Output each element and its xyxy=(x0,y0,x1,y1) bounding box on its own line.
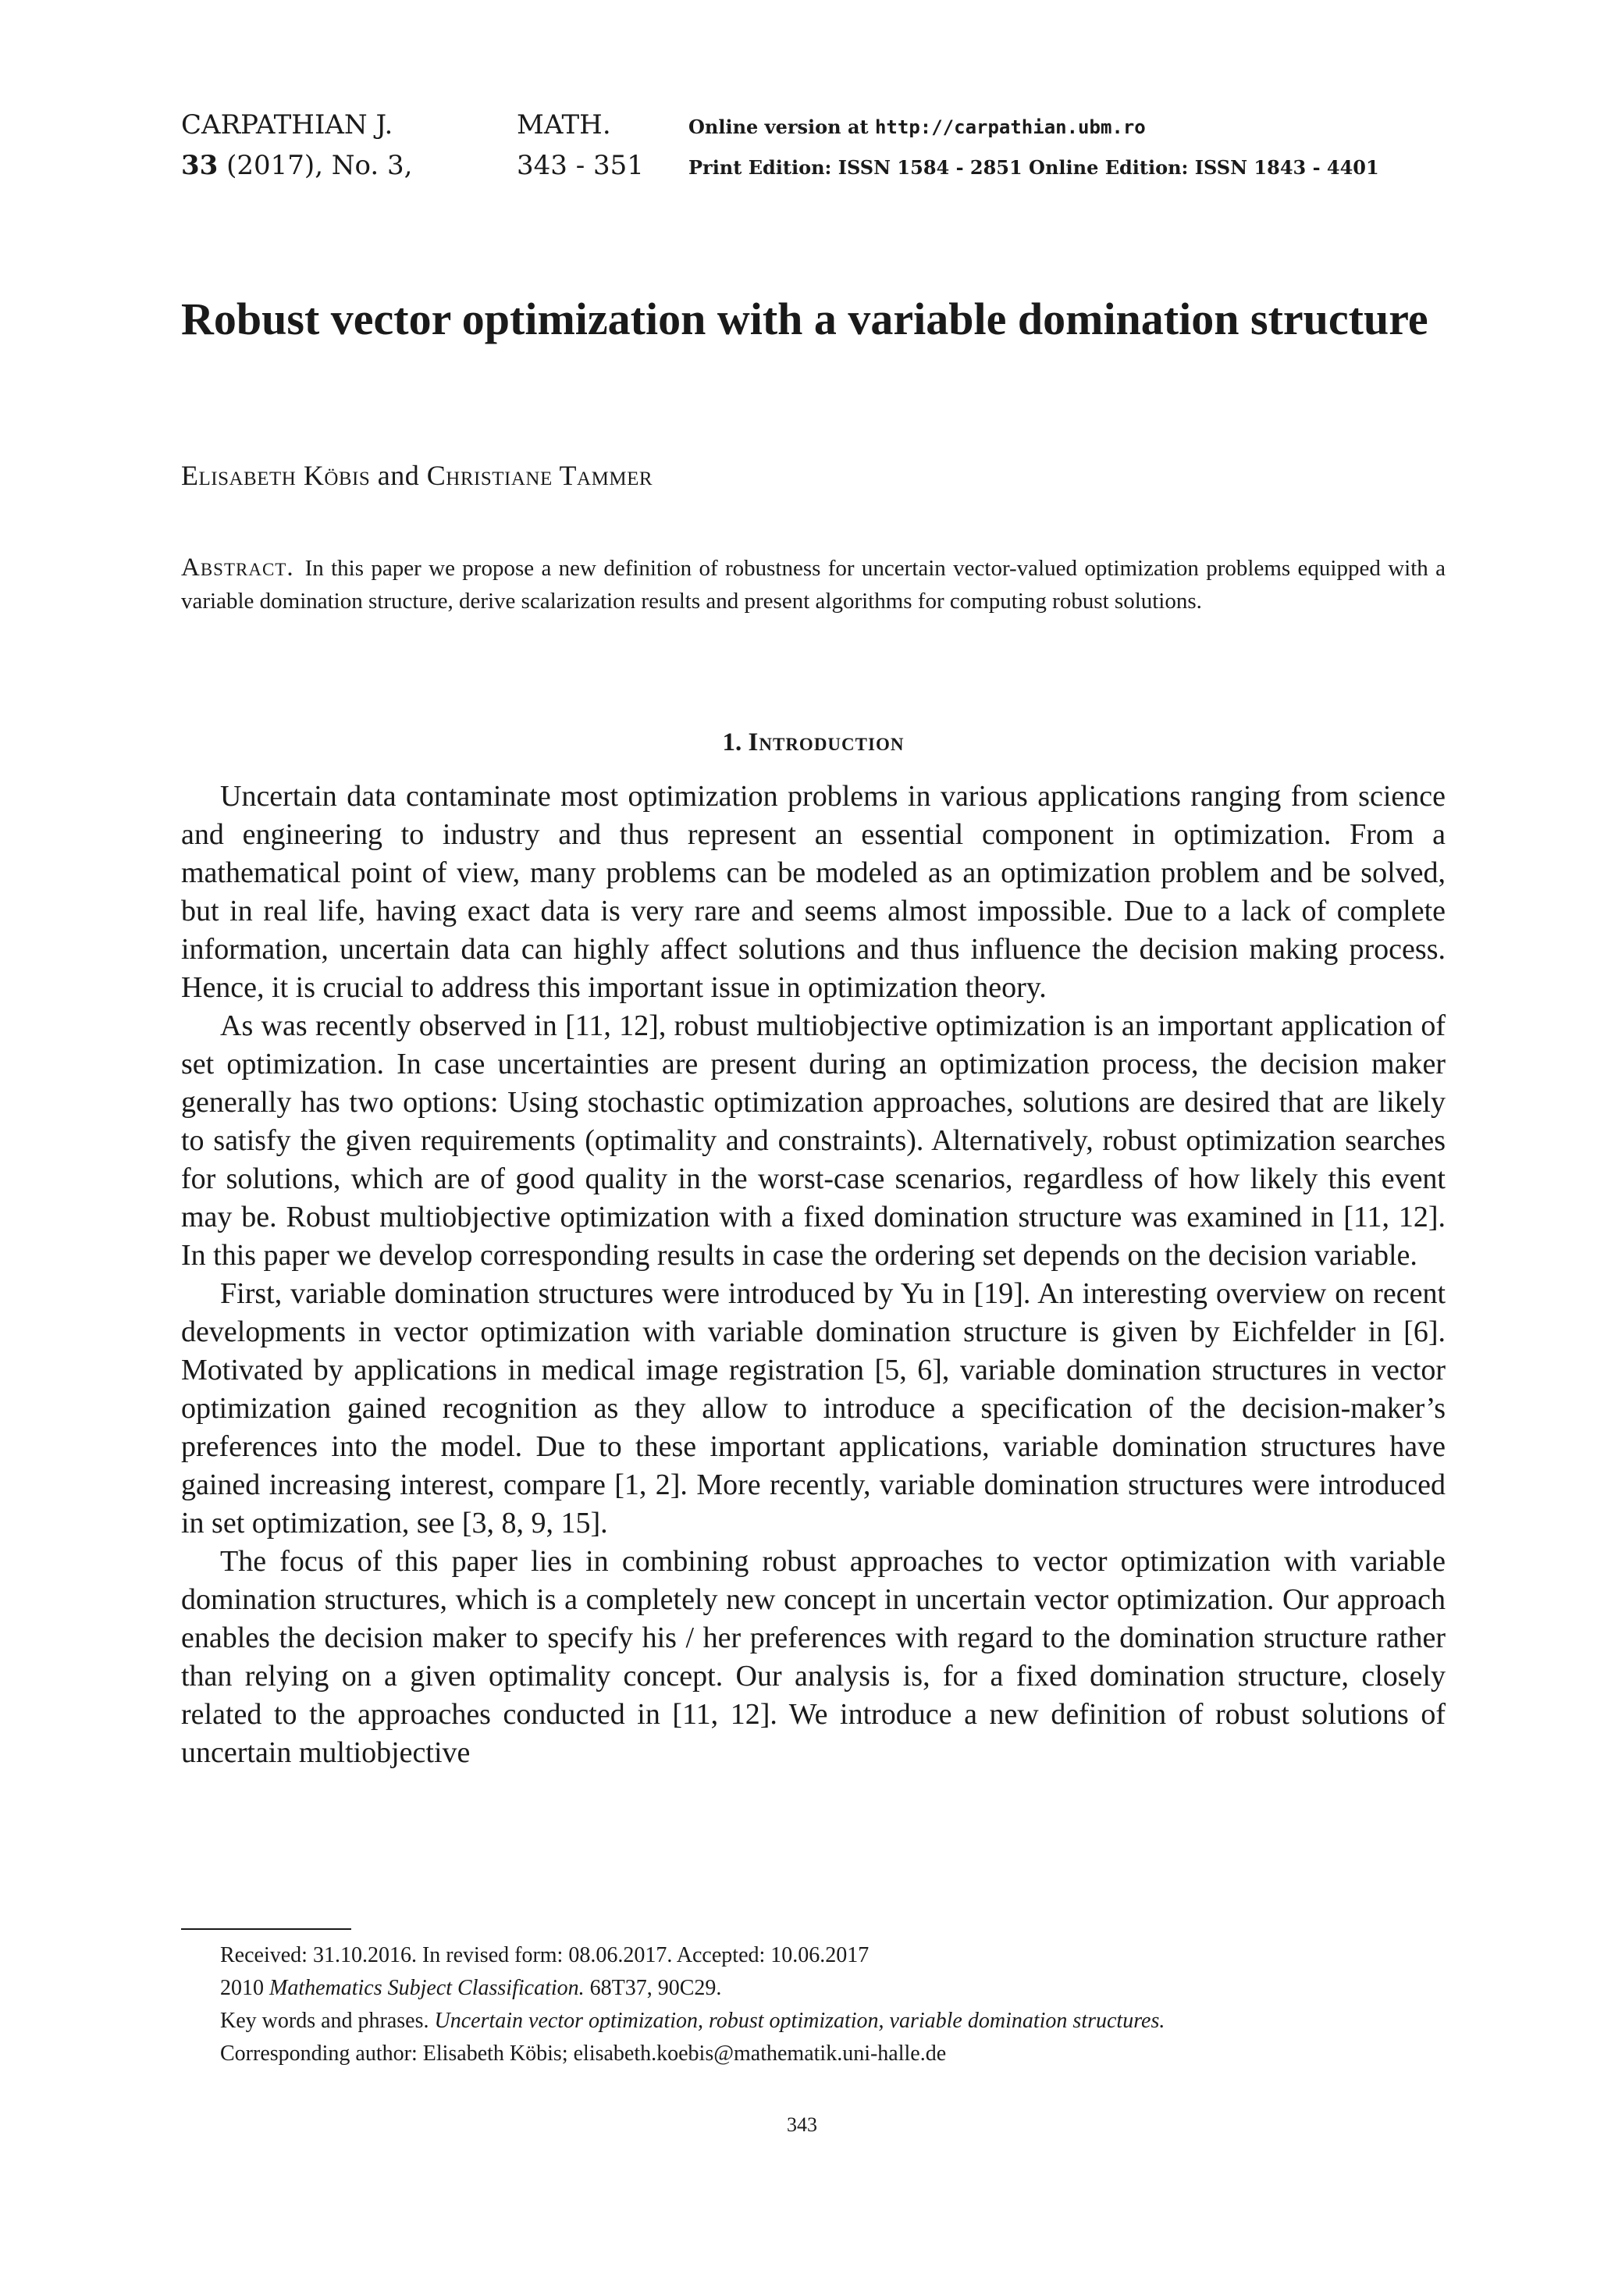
journal-header-row-2 xyxy=(181,150,1446,190)
journal-header-row-1 xyxy=(181,109,1446,150)
keywords-text: Uncertain vector optimization, robust optimization, variable domination structures. xyxy=(434,2009,1165,2033)
section-number: 1. xyxy=(722,728,742,756)
author-1: Elisabeth Köbis xyxy=(181,460,371,491)
journal-subject: MATH. xyxy=(517,109,611,141)
msc-codes: 68T37, 90C29. xyxy=(584,1976,722,2000)
journal-name: CARPATHIAN J. xyxy=(181,109,393,141)
paragraph-4: The focus of this paper lies in combining robust approaches to vector optimization with variable domination structures, which is a completely new concept in uncertain vector optimization. Our approach enables the decision maker to specify his / her preferences with regard to the domination structure rather than relying on a given optimality concept. Our analysis is, for a fixed domination structure, closely related to the approaches conducted in [11, 12]. We introduce a new definition of robust solutions of uncertain multiobjective xyxy=(181,1545,1446,1769)
journal-pages: 343 - 351 xyxy=(517,150,644,181)
journal-year-issue: (2017), No. 3, xyxy=(218,150,413,181)
paragraph-3: First, variable domination structures were introduced by Yu in [19]. An interesting overview on recent developments in vector optimization with variable domination structure is given by Eichfelder in [6]. Motivated by applications in medical image registration [5, 6], variable domination structures in vector optimization gained recognition as they allow to introduce a specification of the decision-maker’s preferences into the model. Due to these important applications, variable domination structures have gained increasing interest, compare [1, 2]. More recently, variable domination structures were introduced in set optimization, see [3, 8, 9, 15]. xyxy=(181,1277,1446,1540)
journal-volume-line xyxy=(181,150,412,181)
online-version-line xyxy=(688,116,1146,138)
footnote-msc xyxy=(220,1972,1446,2005)
footnote-divider xyxy=(181,1928,351,1930)
issn-line: Print Edition: ISSN 1584 - 2851 Online Edition: ISSN 1843 - 4401 xyxy=(688,156,1379,179)
author-conjunction: and xyxy=(370,460,427,491)
online-version-url[interactable]: http://carpathian.ubm.ro xyxy=(874,116,1146,138)
footnote-received: Received: 31.10.2016. In revised form: 08.06.2017. Accepted: 10.06.2017 xyxy=(220,1943,870,1967)
section-heading xyxy=(181,728,1446,757)
paper-title: Robust vector optimization with a variable domination structure xyxy=(181,294,1428,344)
footnotes xyxy=(220,1939,1446,2070)
footnote-corresponding: Corresponding author: Elisabeth Köbis; elisabeth.koebis@mathematik.uni-halle.de xyxy=(220,2041,947,2066)
section-title: Introduction xyxy=(748,728,905,756)
journal-header xyxy=(181,109,1446,190)
abstract xyxy=(181,551,1446,618)
page-number: 343 xyxy=(787,2113,817,2136)
journal-volume: 33 xyxy=(181,150,219,181)
paragraph-1: Uncertain data contaminate most optimization problems in various applications ranging from science and engineering to industry and thus represent an essential component in optimization. From a mathematical point of view, many problems can be modeled as an optimization problem and be solved, but in real life, having exact data is very rare and seems almost impossible. Due to a lack of complete information, uncertain data can highly affect solutions and thus influence the decision making process. Hence, it is crucial to address this important issue in optimization theory. xyxy=(181,780,1446,1004)
paragraph-2: As was recently observed in [11, 12], robust multiobjective optimization is an important application of set optimization. In case uncertainties are present during an optimization process, the decision maker generally has two options: Using stochastic optimization approaches, solutions are desired that are likely to satisfy the given requirements (optimality and constraints). Alternatively, robust optimization searches for solutions, which are of good quality in the worst-case scenarios, regardless of how likely this event may be. Robust multiobjective optimization with a fixed domination structure was examined in [11, 12]. In this paper we develop corresponding results in case the ordering set depends on the decision variable. xyxy=(181,1009,1446,1272)
body-text xyxy=(181,778,1446,1772)
footnote-keywords xyxy=(220,2005,1446,2038)
author-line xyxy=(181,459,653,492)
keywords-label: Key words and phrases. xyxy=(220,2009,435,2033)
abstract-label: Abstract. xyxy=(181,554,294,582)
online-version-prefix: Online version at xyxy=(688,116,875,138)
msc-label: Mathematics Subject Classification. xyxy=(269,1976,585,2000)
abstract-text: In this paper we propose a new definition of robustness for uncertain vector-valued optimization problems equipped with a variable domination structure, derive scalarization results and present algorithms for computing robust solutions. xyxy=(181,556,1446,614)
author-2: Christiane Tammer xyxy=(426,460,653,491)
msc-year: 2010 xyxy=(220,1976,269,2000)
